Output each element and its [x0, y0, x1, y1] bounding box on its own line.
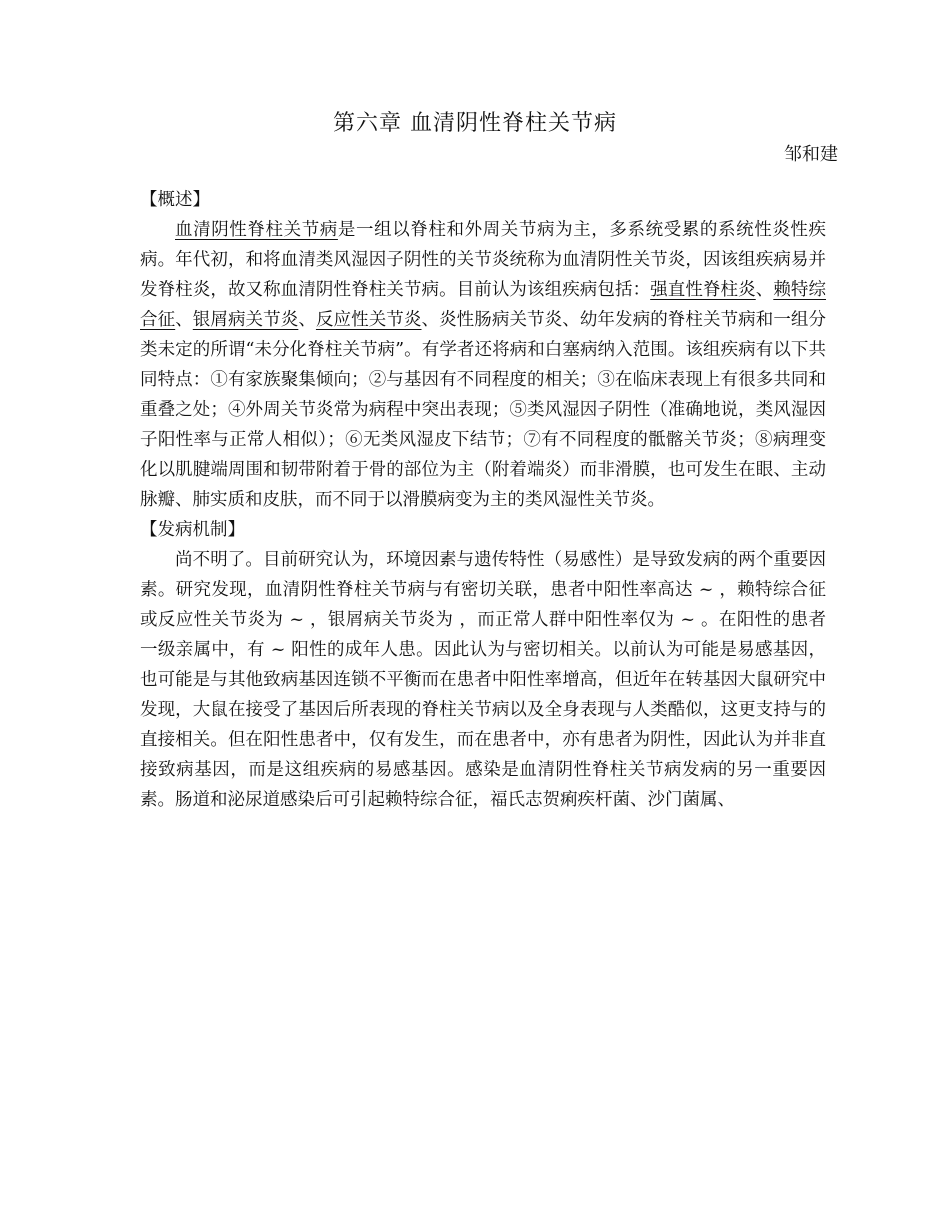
text-segment: 、炎性肠病关节炎、幼年发病的脊柱关节病和一组分类未定的所谓“未分化脊柱关节病”。有学者还将病和白塞病纳入范围。该组疾病有以下共同特点：①有家族聚集倾向；②与基因有不同程度的相关；③在临床表现上有很多共同和重叠之处；④外周关节炎常为病程中突出表现；⑤类风湿因子阴性（准确地说，类风湿因子阳性率与正常人相似）；⑥无类风湿皮下结节；⑦有不同程度的骶髂关节炎；⑧病理变化以肌腱端周围和韧带附着于骨的部位为主（附着端炎）而非滑膜，也可发生在眼、主动脉瓣、肺实质和皮肤，而不同于以滑膜病变为主的类风湿性关节炎。 — [140, 310, 827, 510]
text-segment: 和 — [245, 250, 264, 270]
chapter-title: 第六章 血清阴性脊柱关节病 — [333, 111, 617, 136]
text-segment: 、 — [298, 310, 316, 330]
text-segment: 、 — [755, 280, 774, 300]
section-heading-pathogenesis: 【发病机制】 — [140, 520, 245, 540]
document-body — [140, 185, 826, 815]
underlined-term: 血清阴性脊柱关节病 — [175, 220, 338, 240]
section-heading-overview: 【概述】 — [140, 190, 210, 210]
author-name: 邹和建 — [784, 144, 838, 165]
underlined-term: 强直性脊柱炎 — [650, 280, 756, 300]
underlined-term: 赖特综合征 — [140, 280, 827, 330]
overview-paragraph — [140, 215, 826, 515]
text-segment: 是一组以脊柱和外周关节病为主，多系统受累的系统性炎性疾病。年代初， — [140, 220, 827, 270]
text-segment: 、 — [175, 310, 193, 330]
underlined-term: 银屑病关节炎 — [192, 310, 299, 330]
pathogenesis-paragraph: 尚不明了。目前研究认为，环境因素与遗传特性（易感性）是导致发病的两个重要因素。研究发现，血清阴性脊柱关节病与有密切关联，患者中阳性率高达 ~ ，赖特综合征或反应性关节炎为 ~ ，银屑病关节炎为 ，而正常人群中阳性率仅为 ~ 。在阳性的患者一级亲属中，有 ~ 阳性的成年人患。因此认为与密切相关。以前认为可能是易感基因，也可能是与其他致病基因连锁不平衡而在患者中阳性率增高，但近年在转基因大鼠研究中发现，大鼠在接受了基因后所表现的脊柱关节病以及全身表现与人类酷似，这更支持与的直接相关。但在阳性患者中，仅有发生，而在患者中，亦有患者为阴性，因此认为并非直接致病基因，而是这组疾病的易感基因。感染是血清阴性脊柱关节病发病的另一重要因素。肠道和泌尿道感染后可引起赖特综合征，福氏志贺痢疾杆菌、沙门菌属、 — [140, 550, 826, 810]
text-segment: 将血清类风湿因子阴性的关节炎统称为血清阴性关节炎，因该组疾病易并发脊柱炎，故又称血清阴性脊柱关节病。目前认为该组疾病包括： — [140, 250, 827, 300]
underlined-term: 反应性关节炎 — [315, 310, 422, 330]
